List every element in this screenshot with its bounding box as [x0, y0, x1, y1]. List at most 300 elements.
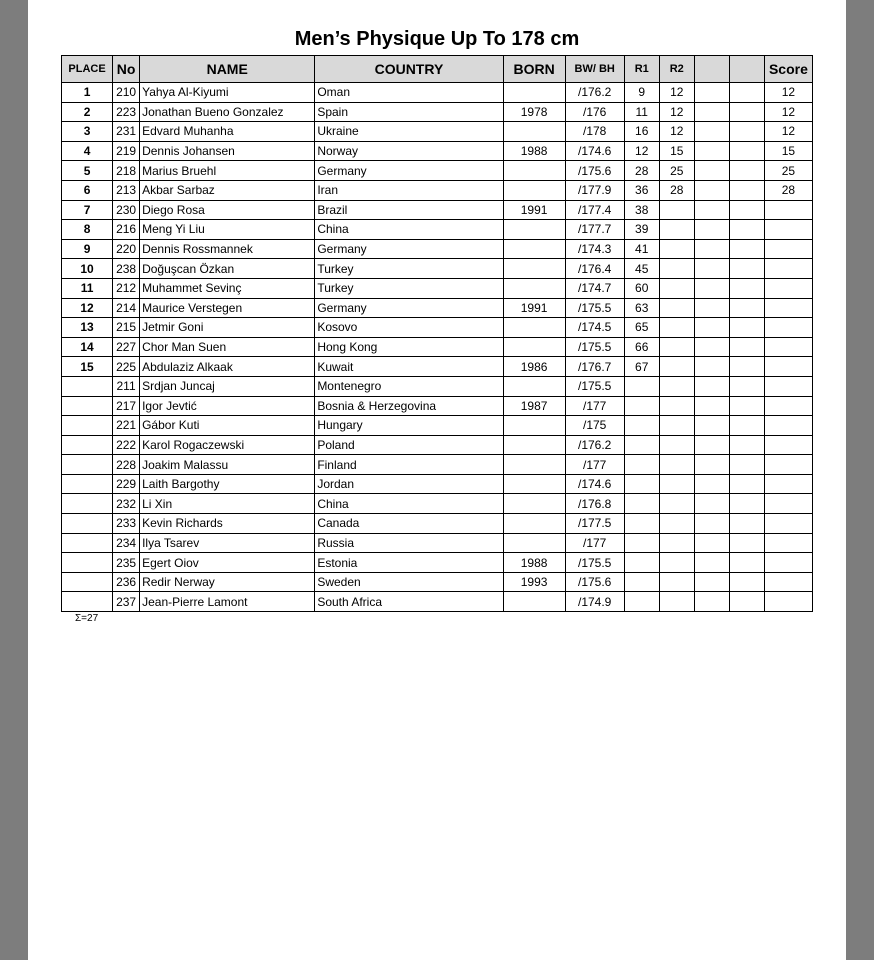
table-row [62, 318, 813, 338]
cell-country: Russia [315, 533, 503, 553]
cell-score [764, 357, 812, 377]
cell-blank [729, 455, 764, 475]
cell-place: 5 [62, 161, 113, 181]
cell-born [503, 278, 565, 298]
cell-name: Maurice Verstegen [140, 298, 315, 318]
cell-place [62, 553, 113, 573]
cell-r1: 9 [624, 83, 659, 103]
cell-born [503, 533, 565, 553]
cell-blank [729, 102, 764, 122]
table-row [62, 161, 813, 181]
cell-country: South Africa [315, 592, 503, 612]
table-row [62, 435, 813, 455]
cell-born [503, 494, 565, 514]
cell-place: 8 [62, 220, 113, 240]
table-row [62, 278, 813, 298]
cell-r2: 15 [659, 141, 694, 161]
table-row [62, 376, 813, 396]
cell-r1 [624, 396, 659, 416]
cell-no: 229 [113, 474, 140, 494]
cell-place: 7 [62, 200, 113, 220]
cell-r2 [659, 337, 694, 357]
cell-country: Spain [315, 102, 503, 122]
cell-blank [694, 318, 729, 338]
cell-bwbh: /175.5 [565, 553, 624, 573]
cell-name: Yahya Al-Kiyumi [140, 83, 315, 103]
cell-bwbh: /177 [565, 455, 624, 475]
cell-blank [729, 474, 764, 494]
cell-r1: 60 [624, 278, 659, 298]
cell-score [764, 200, 812, 220]
cell-bwbh: /176.4 [565, 259, 624, 279]
header-blank-1 [694, 56, 729, 83]
cell-born: 1991 [503, 200, 565, 220]
cell-blank [694, 474, 729, 494]
cell-score [764, 435, 812, 455]
cell-blank [729, 122, 764, 142]
cell-no: 216 [113, 220, 140, 240]
cell-place [62, 435, 113, 455]
cell-no: 236 [113, 572, 140, 592]
cell-no: 235 [113, 553, 140, 573]
header-r2: R2 [659, 56, 694, 83]
table-row [62, 259, 813, 279]
cell-r1 [624, 474, 659, 494]
table-row [62, 553, 813, 573]
cell-blank [729, 141, 764, 161]
cell-score: 12 [764, 122, 812, 142]
cell-blank [694, 455, 729, 475]
page-title: Men’s Physique Up To 178 cm [294, 28, 580, 50]
cell-score [764, 514, 812, 534]
cell-born: 1978 [503, 102, 565, 122]
results-body [62, 83, 813, 612]
cell-bwbh: /177 [565, 396, 624, 416]
cell-bwbh: /175.6 [565, 572, 624, 592]
cell-blank [729, 259, 764, 279]
header-bw-bh: BW/ BH [565, 56, 624, 83]
cell-name: Muhammet Sevinç [140, 278, 315, 298]
cell-blank [694, 514, 729, 534]
table-row [62, 533, 813, 553]
cell-blank [694, 161, 729, 181]
cell-bwbh: /176.2 [565, 435, 624, 455]
cell-country: Bosnia & Herzegovina [315, 396, 503, 416]
cell-r2 [659, 278, 694, 298]
header-no: No [113, 56, 140, 83]
cell-no: 218 [113, 161, 140, 181]
cell-bwbh: /174.6 [565, 141, 624, 161]
cell-name: Redir Nerway [140, 572, 315, 592]
cell-score [764, 592, 812, 612]
cell-bwbh: /177.4 [565, 200, 624, 220]
cell-blank [694, 239, 729, 259]
header-blank-2 [729, 56, 764, 83]
cell-score [764, 318, 812, 338]
cell-name: Dennis Rossmannek [140, 239, 315, 259]
table-row [62, 122, 813, 142]
cell-score [764, 298, 812, 318]
cell-country: Ukraine [315, 122, 503, 142]
cell-name: Gábor Kuti [140, 416, 315, 436]
cell-no: 213 [113, 180, 140, 200]
cell-blank [694, 572, 729, 592]
cell-r2 [659, 357, 694, 377]
cell-born [503, 161, 565, 181]
cell-born: 1986 [503, 357, 565, 377]
table-row [62, 357, 813, 377]
cell-score: 28 [764, 180, 812, 200]
cell-place: 13 [62, 318, 113, 338]
cell-place: 6 [62, 180, 113, 200]
cell-r2 [659, 494, 694, 514]
cell-country: Estonia [315, 553, 503, 573]
cell-r1: 12 [624, 141, 659, 161]
table-row [62, 337, 813, 357]
cell-born [503, 239, 565, 259]
cell-bwbh: /175.6 [565, 161, 624, 181]
cell-r1: 63 [624, 298, 659, 318]
cell-r1: 11 [624, 102, 659, 122]
cell-name: Kevin Richards [140, 514, 315, 534]
cell-place: 14 [62, 337, 113, 357]
cell-place [62, 533, 113, 553]
cell-bwbh: /176.2 [565, 83, 624, 103]
cell-r2 [659, 376, 694, 396]
cell-no: 238 [113, 259, 140, 279]
cell-r1 [624, 455, 659, 475]
cell-r2 [659, 396, 694, 416]
cell-born [503, 83, 565, 103]
cell-r1: 45 [624, 259, 659, 279]
cell-country: Germany [315, 161, 503, 181]
cell-r1 [624, 533, 659, 553]
cell-name: Doğuşcan Özkan [140, 259, 315, 279]
cell-place: 11 [62, 278, 113, 298]
cell-score [764, 239, 812, 259]
cell-blank [729, 239, 764, 259]
cell-country: China [315, 494, 503, 514]
cell-country: Finland [315, 455, 503, 475]
cell-place [62, 474, 113, 494]
cell-r2: 28 [659, 180, 694, 200]
cell-blank [694, 180, 729, 200]
cell-r1: 66 [624, 337, 659, 357]
cell-country: Hungary [315, 416, 503, 436]
cell-r1: 38 [624, 200, 659, 220]
cell-bwbh: /174.9 [565, 592, 624, 612]
cell-blank [694, 278, 729, 298]
cell-r2 [659, 514, 694, 534]
cell-name: Edvard Muhanha [140, 122, 315, 142]
table-row [62, 494, 813, 514]
cell-place: 1 [62, 83, 113, 103]
header-row [62, 56, 813, 83]
cell-no: 223 [113, 102, 140, 122]
cell-born: 1991 [503, 298, 565, 318]
header-place: PLACE [62, 56, 113, 83]
cell-r2 [659, 239, 694, 259]
cell-score [764, 572, 812, 592]
cell-name: Karol Rogaczewski [140, 435, 315, 455]
cell-name: Chor Man Suen [140, 337, 315, 357]
cell-name: Laith Bargothy [140, 474, 315, 494]
cell-place: 3 [62, 122, 113, 142]
cell-born [503, 376, 565, 396]
cell-blank [729, 435, 764, 455]
cell-bwbh: /175 [565, 416, 624, 436]
cell-name: Jean-Pierre Lamont [140, 592, 315, 612]
cell-bwbh: /177.9 [565, 180, 624, 200]
cell-score [764, 533, 812, 553]
cell-r1: 16 [624, 122, 659, 142]
cell-score [764, 376, 812, 396]
cell-score: 12 [764, 83, 812, 103]
cell-blank [694, 553, 729, 573]
cell-no: 230 [113, 200, 140, 220]
cell-name: Ilya Tsarev [140, 533, 315, 553]
table-row [62, 396, 813, 416]
cell-r2 [659, 416, 694, 436]
cell-r1: 67 [624, 357, 659, 377]
cell-r1 [624, 572, 659, 592]
cell-r1 [624, 592, 659, 612]
cell-place [62, 592, 113, 612]
cell-no: 211 [113, 376, 140, 396]
cell-bwbh: /174.6 [565, 474, 624, 494]
cell-blank [729, 161, 764, 181]
cell-r1: 65 [624, 318, 659, 338]
cell-born [503, 122, 565, 142]
cell-blank [729, 416, 764, 436]
cell-bwbh: /174.5 [565, 318, 624, 338]
cell-no: 219 [113, 141, 140, 161]
cell-r2: 12 [659, 83, 694, 103]
cell-blank [694, 259, 729, 279]
cell-place: 10 [62, 259, 113, 279]
cell-score [764, 278, 812, 298]
cell-score [764, 337, 812, 357]
cell-born [503, 416, 565, 436]
cell-bwbh: /177.5 [565, 514, 624, 534]
table-row [62, 141, 813, 161]
cell-score [764, 396, 812, 416]
cell-score: 15 [764, 141, 812, 161]
cell-score [764, 455, 812, 475]
results-sheet [28, 0, 846, 960]
cell-blank [694, 533, 729, 553]
cell-no: 231 [113, 122, 140, 142]
cell-born [503, 220, 565, 240]
cell-blank [729, 533, 764, 553]
cell-blank [729, 298, 764, 318]
cell-bwbh: /175.5 [565, 337, 624, 357]
results-table [61, 55, 813, 612]
cell-r2 [659, 533, 694, 553]
header-country: COUNTRY [315, 56, 503, 83]
cell-country: China [315, 220, 503, 240]
cell-r2: 12 [659, 102, 694, 122]
table-row [62, 455, 813, 475]
cell-born: 1987 [503, 396, 565, 416]
cell-country: Kosovo [315, 318, 503, 338]
cell-r1 [624, 435, 659, 455]
cell-country: Brazil [315, 200, 503, 220]
cell-blank [729, 337, 764, 357]
cell-bwbh: /174.7 [565, 278, 624, 298]
cell-r1 [624, 514, 659, 534]
cell-place [62, 514, 113, 534]
cell-score [764, 474, 812, 494]
cell-r2 [659, 200, 694, 220]
cell-no: 237 [113, 592, 140, 612]
cell-country: Germany [315, 239, 503, 259]
cell-country: Norway [315, 141, 503, 161]
cell-blank [694, 83, 729, 103]
table-row [62, 514, 813, 534]
cell-r1: 39 [624, 220, 659, 240]
cell-blank [694, 376, 729, 396]
cell-r2 [659, 298, 694, 318]
cell-blank [694, 337, 729, 357]
cell-born [503, 318, 565, 338]
table-row [62, 474, 813, 494]
cell-place: 4 [62, 141, 113, 161]
cell-score [764, 259, 812, 279]
cell-blank [694, 494, 729, 514]
sigma-count: Σ=27 [75, 613, 99, 624]
cell-bwbh: /178 [565, 122, 624, 142]
cell-no: 220 [113, 239, 140, 259]
cell-name: Joakim Malassu [140, 455, 315, 475]
cell-blank [694, 592, 729, 612]
cell-bwbh: /176.8 [565, 494, 624, 514]
table-row [62, 592, 813, 612]
table-row [62, 416, 813, 436]
cell-country: Montenegro [315, 376, 503, 396]
cell-blank [729, 572, 764, 592]
cell-score [764, 220, 812, 240]
cell-bwbh: /175.5 [565, 298, 624, 318]
cell-country: Poland [315, 435, 503, 455]
cell-blank [694, 200, 729, 220]
cell-no: 225 [113, 357, 140, 377]
cell-blank [694, 396, 729, 416]
cell-blank [729, 494, 764, 514]
cell-no: 227 [113, 337, 140, 357]
cell-born [503, 592, 565, 612]
cell-r2: 25 [659, 161, 694, 181]
cell-r1 [624, 376, 659, 396]
cell-place [62, 396, 113, 416]
cell-country: Germany [315, 298, 503, 318]
cell-r2 [659, 592, 694, 612]
cell-country: Canada [315, 514, 503, 534]
cell-place [62, 455, 113, 475]
cell-name: Li Xin [140, 494, 315, 514]
cell-no: 222 [113, 435, 140, 455]
cell-name: Srdjan Juncaj [140, 376, 315, 396]
cell-name: Jetmir Goni [140, 318, 315, 338]
cell-r2 [659, 435, 694, 455]
cell-born: 1988 [503, 553, 565, 573]
cell-blank [694, 141, 729, 161]
cell-blank [694, 435, 729, 455]
cell-r2 [659, 553, 694, 573]
cell-no: 228 [113, 455, 140, 475]
cell-bwbh: /175.5 [565, 376, 624, 396]
cell-blank [729, 83, 764, 103]
cell-r1 [624, 494, 659, 514]
cell-blank [694, 220, 729, 240]
cell-blank [729, 318, 764, 338]
cell-score: 12 [764, 102, 812, 122]
cell-blank [729, 376, 764, 396]
cell-blank [729, 592, 764, 612]
cell-country: Oman [315, 83, 503, 103]
cell-r1 [624, 553, 659, 573]
cell-place: 12 [62, 298, 113, 318]
cell-no: 232 [113, 494, 140, 514]
cell-born [503, 259, 565, 279]
cell-bwbh: /176.7 [565, 357, 624, 377]
cell-no: 217 [113, 396, 140, 416]
cell-r1: 28 [624, 161, 659, 181]
cell-bwbh: /176 [565, 102, 624, 122]
cell-born [503, 514, 565, 534]
cell-blank [729, 200, 764, 220]
cell-no: 210 [113, 83, 140, 103]
cell-r1: 41 [624, 239, 659, 259]
cell-no: 215 [113, 318, 140, 338]
cell-place: 15 [62, 357, 113, 377]
cell-born [503, 337, 565, 357]
cell-place [62, 572, 113, 592]
cell-r2 [659, 474, 694, 494]
cell-r2 [659, 259, 694, 279]
cell-country: Kuwait [315, 357, 503, 377]
table-row [62, 572, 813, 592]
header-born: BORN [503, 56, 565, 83]
cell-score: 25 [764, 161, 812, 181]
cell-place [62, 494, 113, 514]
cell-score [764, 416, 812, 436]
cell-r1 [624, 416, 659, 436]
cell-r1: 36 [624, 180, 659, 200]
cell-blank [729, 278, 764, 298]
cell-name: Meng Yi Liu [140, 220, 315, 240]
cell-r2: 12 [659, 122, 694, 142]
cell-place [62, 416, 113, 436]
cell-bwbh: /174.3 [565, 239, 624, 259]
cell-place: 2 [62, 102, 113, 122]
cell-score [764, 553, 812, 573]
cell-country: Turkey [315, 259, 503, 279]
cell-blank [694, 416, 729, 436]
cell-no: 221 [113, 416, 140, 436]
cell-country: Turkey [315, 278, 503, 298]
table-row [62, 200, 813, 220]
cell-blank [729, 180, 764, 200]
cell-no: 214 [113, 298, 140, 318]
cell-score [764, 494, 812, 514]
table-row [62, 180, 813, 200]
cell-r2 [659, 572, 694, 592]
cell-r2 [659, 455, 694, 475]
cell-place [62, 376, 113, 396]
cell-born: 1988 [503, 141, 565, 161]
cell-born [503, 180, 565, 200]
